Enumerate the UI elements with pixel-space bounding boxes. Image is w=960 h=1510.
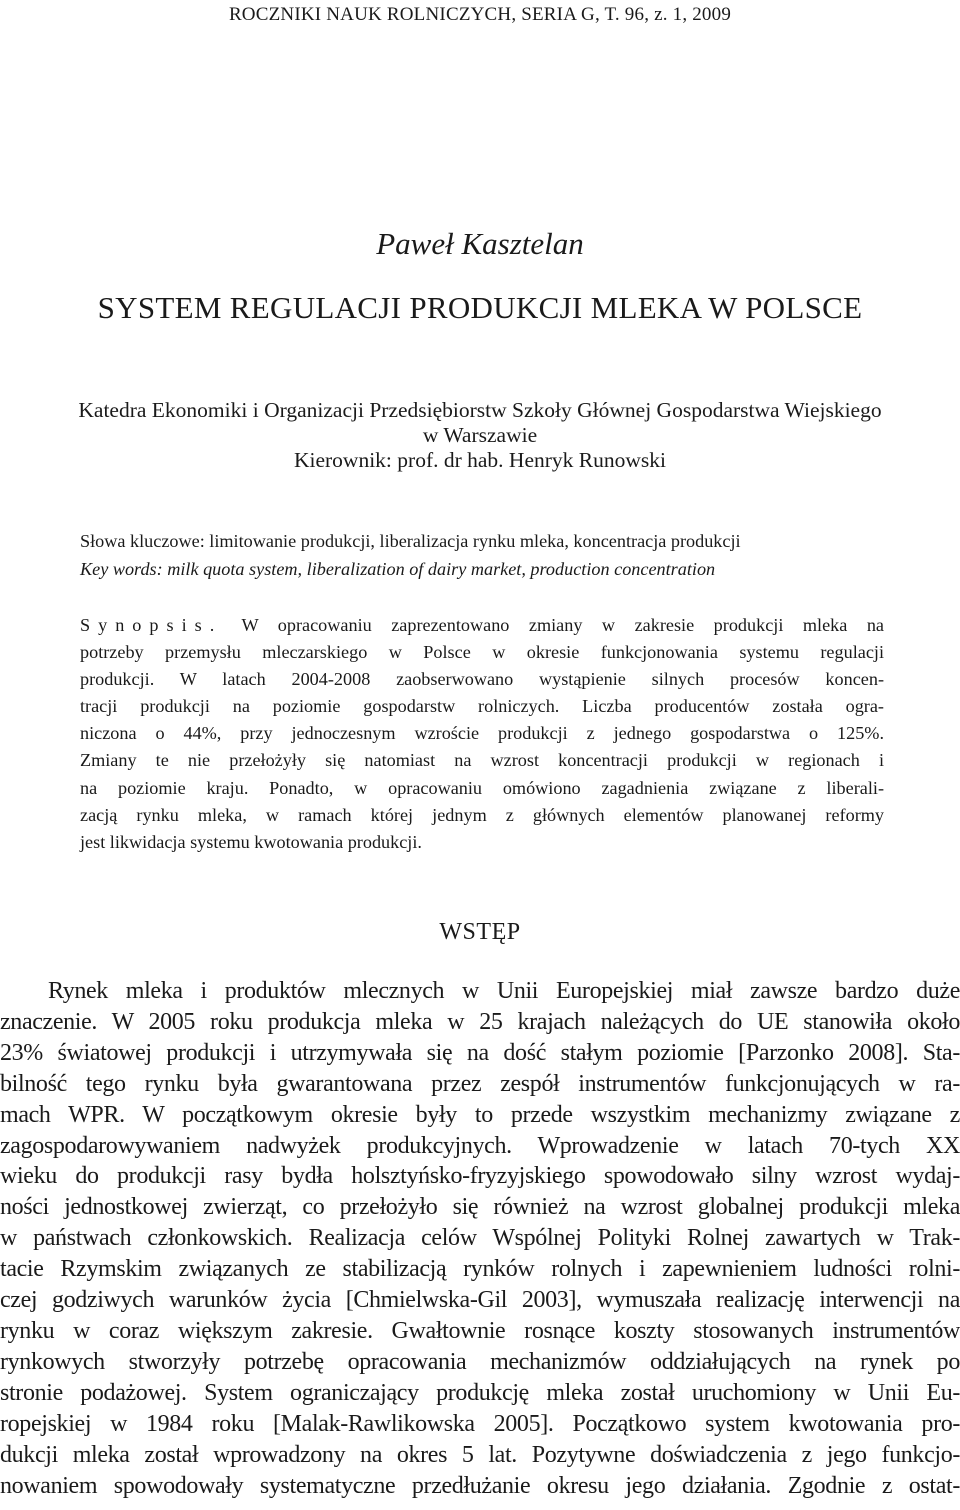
- body-line: rynku w coraz większym zakresie. Gwałtownie rosnące koszty stosowanych instrumentów: [0, 1317, 960, 1344]
- affiliation-line: Kierownik: prof. dr hab. Henryk Runowski: [293, 448, 666, 472]
- keywords-polish: Słowa kluczowe: limitowanie produkcji, liberalizacja rynku mleka, koncentracja produkcji: [80, 531, 741, 551]
- synopsis-line: potrzeby przemysłu mleczarskiego w Polsce w okresie funkcjonowania systemu regulacji: [80, 642, 884, 663]
- synopsis-line: produkcji. W latach 2004-2008 zaobserwowano wystąpienie silnych procesów koncen-: [80, 669, 884, 690]
- body-line: mach WPR. W początkowym okresie były to przede wszystkim mechanizmy związane z: [0, 1101, 960, 1128]
- affiliation: [0, 398, 960, 473]
- synopsis-line: [80, 612, 884, 639]
- body-line: nowaniem spowodowały systematyczne przedłużanie okresu jego działania. Zgodnie z ostat-: [0, 1472, 960, 1499]
- section-heading: WSTĘP: [439, 919, 521, 945]
- body-line: w państwach członkowskich. Realizacja celów Wspólnej Polityki Rolnej zawartych w Trak-: [0, 1225, 960, 1252]
- body-line: wieku do produkcji rasy bydła holsztyńsko-fryzyjskiego spowodowało silny wzrost wydaj-: [0, 1163, 960, 1190]
- journal-header: ROCZNIKI NAUK ROLNICZYCH, SERIA G, T. 96, z. 1, 2009: [228, 4, 732, 25]
- body-line: ropejskiej w 1984 roku [Malak-Rawlikowska 2005]. Początkowo system kwotowania pro-: [0, 1410, 960, 1437]
- body-text: [0, 976, 960, 1501]
- body-line: zagospodarowywaniem nadwyżek produkcyjnych. Wprowadzenie w latach 70-tych XX: [0, 1132, 960, 1159]
- synopsis-line-text: W opracowaniu zaprezentowano zmiany w zakresie produkcji mleka na: [241, 615, 884, 635]
- synopsis-label: Synopsis.: [80, 615, 223, 635]
- body-line: znaczenie. W 2005 roku produkcja mleka w 25 krajach należących do UE stanowiła około: [0, 1008, 960, 1035]
- body-line: Rynek mleka i produktów mlecznych w Unii Europejskiej miał zawsze bardzo duże: [48, 978, 960, 1004]
- synopsis-line: na poziomie kraju. Ponadto, w opracowaniu omówiono zagadnienia związane z liberali-: [80, 777, 884, 798]
- synopsis-line: jest likwidacja systemu kwotowania produkcji.: [80, 831, 422, 852]
- body-line: bilność tego rynku była gwarantowana przez zespół instrumentów funkcjonujących w ra-: [0, 1070, 960, 1097]
- synopsis: [80, 612, 884, 856]
- article-title: SYSTEM REGULACJI PRODUKCJI MLEKA W POLSCE: [97, 290, 863, 325]
- author-name: Paweł Kasztelan: [376, 226, 584, 261]
- synopsis-line: Zmiany te nie przełożyły się natomiast na wzrost koncentracji produkcji w regionach i: [80, 750, 884, 771]
- keywords-english: Key words: milk quota system, liberalization of dairy market, production concentration: [80, 559, 716, 579]
- synopsis-line: niczona o 44%, przy jednoczesnym wzroście produkcji z jednego gospodarstwa o 125%.: [80, 723, 884, 744]
- body-line: rynkowych stworzyły potrzebę opracowania mechanizmów oddziałujących na rynek po: [0, 1348, 960, 1375]
- body-line: dukcji mleka został wprowadzony na okres 5 lat. Pozytywne doświadczenia z jego funkcjo-: [0, 1441, 960, 1468]
- body-line: stronie podażowej. System ograniczający produkcję mleka został uruchomiony w Unii Eu-: [0, 1379, 960, 1406]
- synopsis-line: tracji produkcji na poziomie gospodarstw rolniczych. Liczba producentów została ogra-: [80, 696, 884, 717]
- affiliation-line: w Warszawie: [422, 423, 538, 447]
- body-line: 23% światowej produkcji i utrzymywała się na dość stałym poziomie [Parzonko 2008]. Sta-: [0, 1039, 960, 1066]
- body-line: tacie Rzymskim związanych ze stabilizacją rynków rolnych i zapewnieniem ludności rolni-: [0, 1256, 960, 1283]
- body-line: czej godziwych warunków życia [Chmielwska-Gil 2003], wymuszała realizację interwencji na: [0, 1287, 960, 1314]
- affiliation-line: Katedra Ekonomiki i Organizacji Przedsiębiorstw Szkoły Głównej Gospodarstwa Wiejskiego: [78, 398, 882, 422]
- body-line: ności jednostkowej zwierząt, co przełożyło się również na wzrost globalnej produkcji mleka: [0, 1194, 960, 1221]
- synopsis-line: zacją rynku mleka, w ramach której jednym z głównych elementów planowanej reformy: [80, 804, 884, 825]
